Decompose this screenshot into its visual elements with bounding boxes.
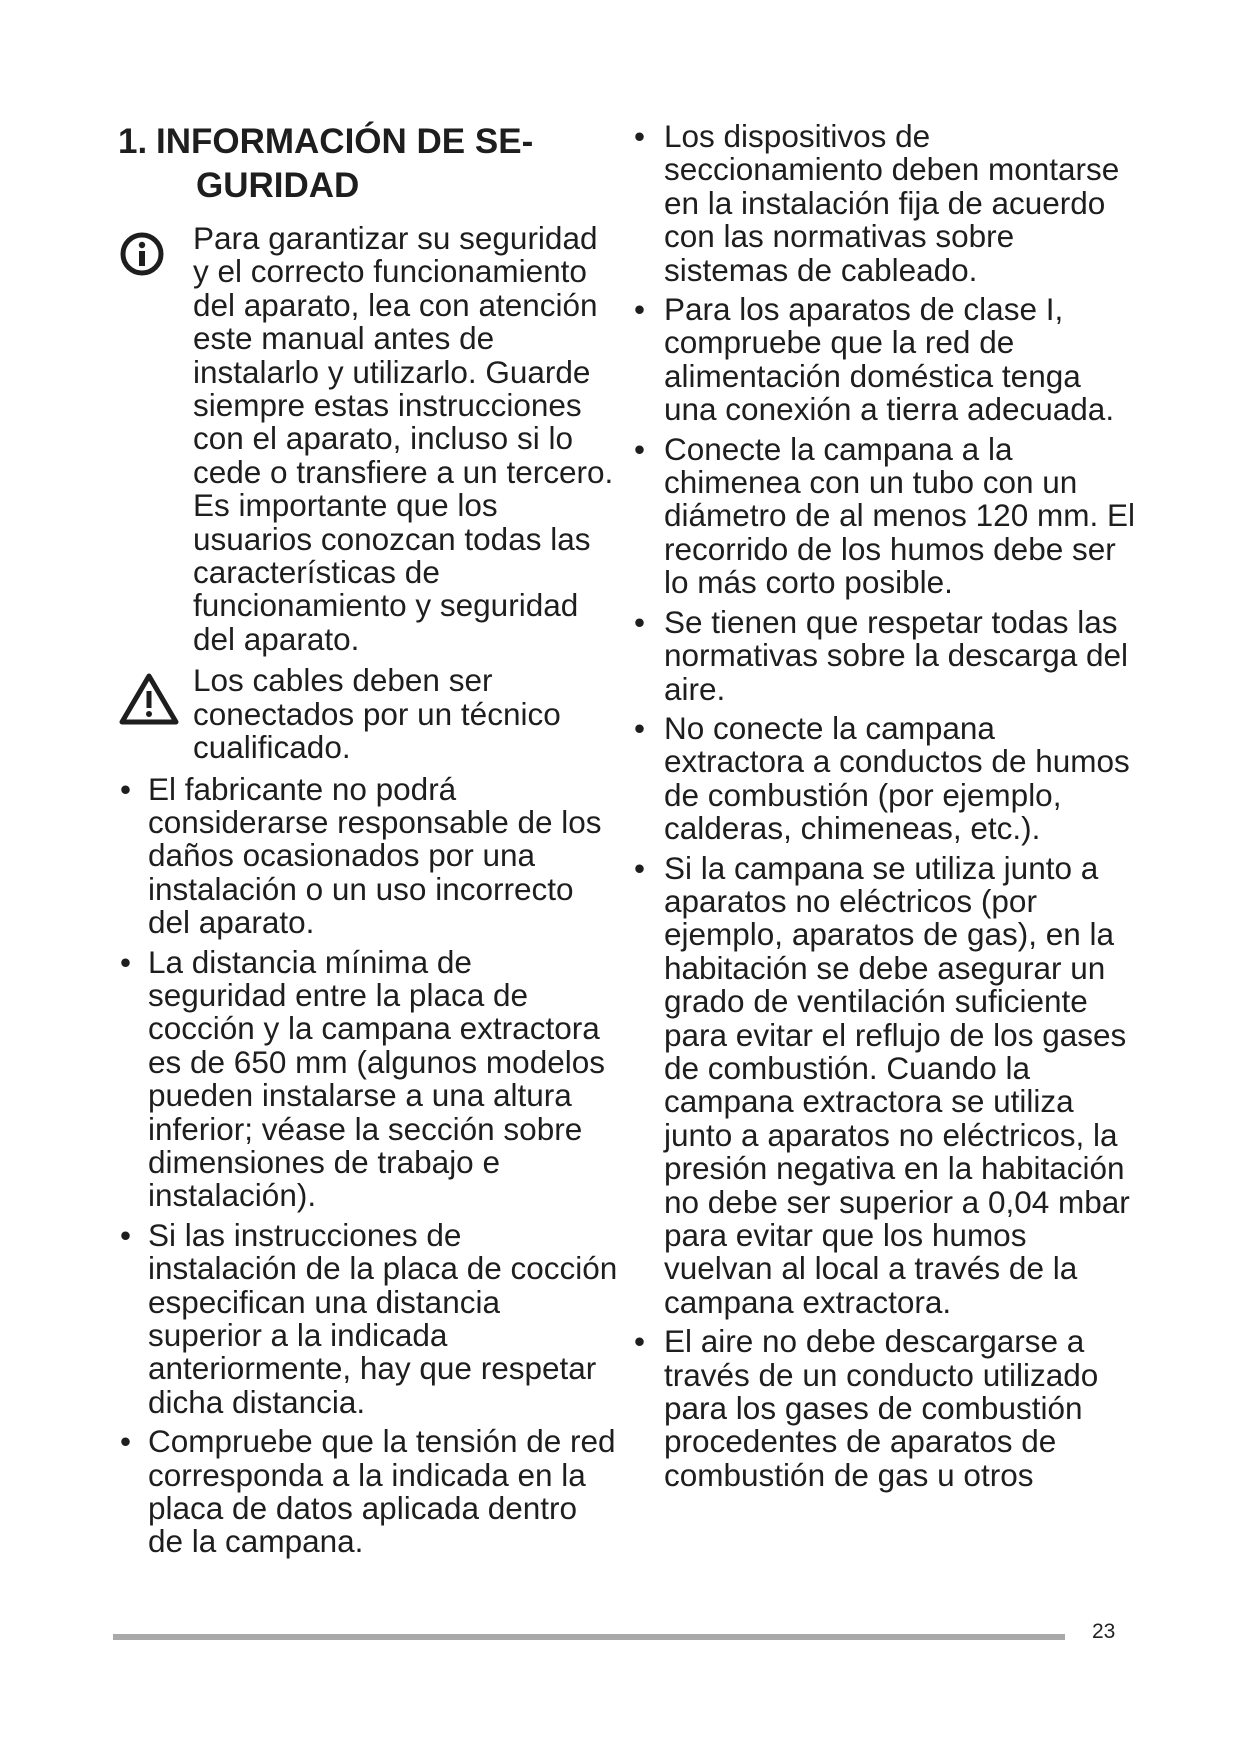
list-item: • Para los aparatos de clase I, compruebe que la red de alimentación doméstica tenga una conexión a tierra adecuada.: [632, 293, 1142, 427]
section-title-line2: GURIDAD: [196, 166, 360, 205]
footer-rule: [113, 1634, 1065, 1640]
info-notice: [118, 222, 618, 656]
info-notice-text: Para garantizar su seguridad y el correcto funcionamiento del aparato, lea con atención este manual antes de instalarlo y utilizarlo. Guarde siempre estas instrucciones con el aparato, incluso si lo cede o transfiere a un tercero. Es importante que los usuarios conozcan todas las características de funcionamiento y seguridad del aparato.: [193, 220, 614, 657]
section-title-line1: INFORMACIÓN DE SE-: [156, 122, 534, 161]
page-number: 23: [1092, 1620, 1116, 1643]
list-item: • El fabricante no podrá considerarse responsable de los daños ocasionados por una instalación o un uso incorrecto del aparato.: [118, 773, 618, 940]
warning-triangle-icon: [118, 672, 180, 731]
list-item: • Si la campana se utiliza junto a aparatos no eléctricos (por ejemplo, aparatos de gas), en la habitación se debe asegurar un grado de ventilación suficiente para evitar el reflujo de los gases de combustión. Cuando la campana extractora se utiliza junto a aparatos no eléctricos, la presión negativa en la habitación no debe ser superior a 0,04 mbar para evitar que los humos vuelvan al local a través de la campana extractora.: [632, 852, 1142, 1320]
list-item: • Los dispositivos de seccionamiento deben montarse en la instalación fija de acuerdo con las normativas sobre sistemas de cableado.: [632, 120, 1142, 287]
info-circle-icon: [118, 230, 166, 283]
section-number: 1.: [118, 122, 148, 161]
list-item: • Compruebe que la tensión de red corresponda a la indicada en la placa de datos aplicada dentro de la campana.: [118, 1425, 618, 1559]
list-item: • Si las instrucciones de instalación de la placa de cocción especifican una distancia superior a la indicada anteriormente, hay que respetar dicha distancia.: [118, 1219, 618, 1419]
warning-notice-text: Los cables deben ser conectados por un técnico cualificado.: [193, 662, 561, 766]
left-column: [118, 120, 618, 1565]
list-item: • No conecte la campana extractora a conductos de humos de combustión (por ejemplo, calderas, chimeneas, etc.).: [632, 712, 1142, 846]
list-item: • La distancia mínima de seguridad entre la placa de cocción y la campana extractora es de 650 mm (algunos modelos pueden instalarse a una altura inferior; véase la sección sobre dimensiones de trabajo e instalación).: [118, 946, 618, 1213]
list-item: • Se tienen que respetar todas las normativas sobre la descarga del aire.: [632, 606, 1142, 706]
list-item: • Conecte la campana a la chimenea con un tubo con un diámetro de al menos 120 mm. El recorrido de los humos debe ser lo más corto posible.: [632, 433, 1142, 600]
list-item: • El aire no debe descargarse a través de un conducto utilizado para los gases de combustión procedentes de aparatos de combustión de gas u otros: [632, 1325, 1142, 1492]
left-bullet-list: [118, 770, 618, 1560]
warning-notice: [118, 664, 618, 764]
section-heading: [118, 120, 618, 208]
right-column: [632, 120, 1142, 1498]
right-bullet-list: [632, 120, 1142, 1492]
